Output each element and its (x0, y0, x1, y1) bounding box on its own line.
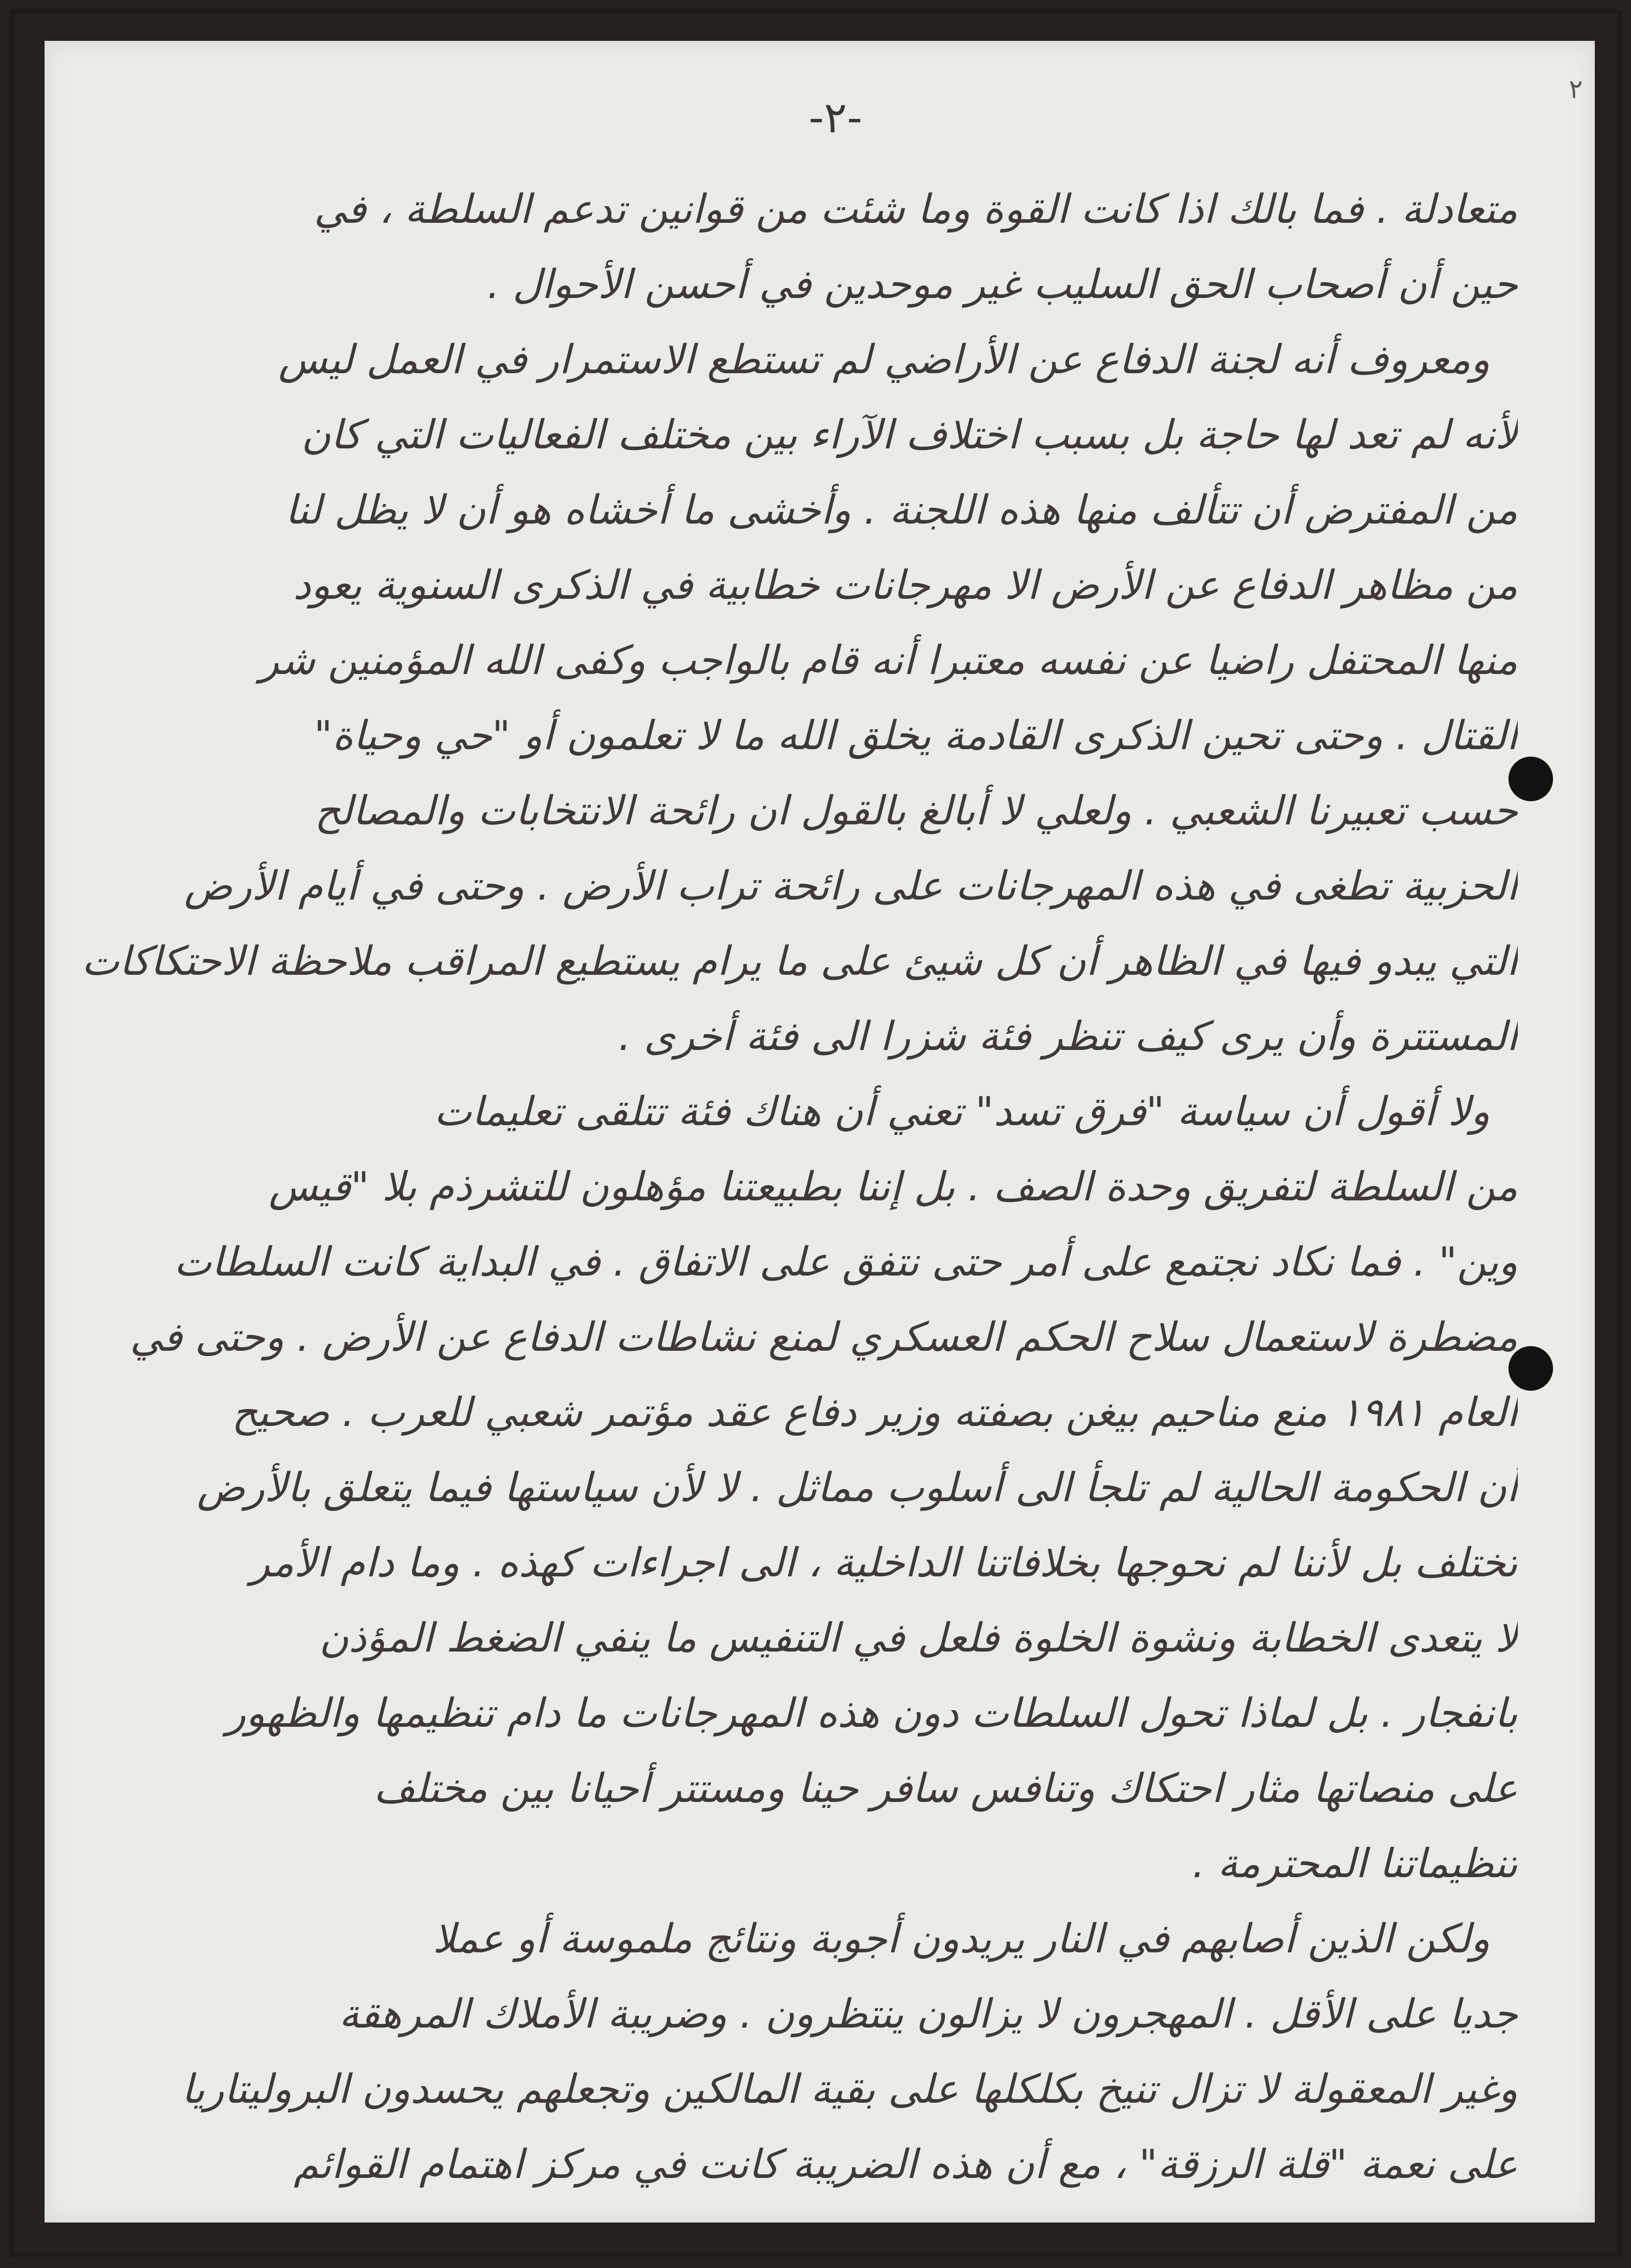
text-line: من السلطة لتفريق وحدة الصف . بل إننا بطبيعتنا مؤهلون للتشرذم بلا "قيس (269, 1164, 1518, 1210)
text-line: تنظيماتنا المحترمة . (1192, 1840, 1518, 1887)
text-line: من المفترض أن تتألف منها هذه اللجنة . وأخشى ما أخشاه هو أن لا يظل لنا (285, 487, 1518, 533)
text-line: تختلف بل لأننا لم نحوجها بخلافاتنا الداخلية ، الى اجراءات كهذه . وما دام الأمر (250, 1540, 1518, 1586)
text-line: القتال . وحتى تحين الذكرى القادمة يخلق الله ما لا تعلمون أو "حي وحياة" (314, 713, 1518, 759)
text-line: على منصاتها مثار احتكاك وتنافس سافر حينا ومستتر أحيانا بين مختلف (374, 1765, 1518, 1812)
text-line: بانفجار . بل لماذا تحول السلطات دون هذه المهرجانات ما دام تنظيمها والظهور (226, 1690, 1518, 1737)
text-line: من مظاهر الدفاع عن الأرض الا مهرجانات خطابية في الذكرى السنوية يعود (293, 562, 1518, 609)
text-line: وغير المعقولة لا تزال تنيخ بكلكلها على بقية المالكين وتجعلهم يحسدون البروليتاريا (181, 2066, 1518, 2112)
text-line: ومعروف أنه لجنة الدفاع عن الأراضي لم تستطع الاستمرار في العمل ليس (278, 337, 1490, 383)
text-line: وين" . فما نكاد نجتمع على أمر حتى نتفق على الاتفاق . في البداية كانت السلطات (174, 1239, 1518, 1285)
text-line: حين أن أصحاب الحق السليب غير موحدين في أحسن الأحوال . (487, 261, 1518, 308)
frame-bottom-border (11, 2252, 1620, 2257)
text-line: مضطرة لاستعمال سلاح الحكم العسكري لمنع نشاطات الدفاع عن الأرض . وحتى في (129, 1314, 1518, 1361)
text-line: التي يبدو فيها في الظاهر أن كل شيئ على ما يرام يستطيع المراقب ملاحظة الاحتكاكات (81, 938, 1518, 985)
page-number: -٢- (809, 93, 862, 143)
text-line: المستترة وأن يرى كيف تنظر فئة شزرا الى فئة أخرى . (618, 1013, 1518, 1060)
frame-top-border (11, 9, 1620, 14)
text-line: على نعمة "قلة الرزقة" ، مع أن هذه الضريبة كانت في مركز اهتمام القوائم (293, 2141, 1518, 2188)
text-line: ولا أقول أن سياسة "فرق تسد" تعني أن هناك فئة تتلقى تعليمات (434, 1089, 1490, 1135)
frame-left-border (9, 11, 14, 2258)
text-line: ولكن الذين أصابهم في النار يريدون أجوبة ونتائج ملموسة أو عملا (433, 1916, 1490, 1962)
handwritten-text-body (79, 172, 1518, 2202)
text-line: لأنه لم تعد لها حاجة بل بسبب اختلاف الآراء بين مختلف الفعاليات التي كان (301, 412, 1518, 458)
text-line: العام ١٩٨١ منع مناحيم بيغن بصفته وزير دفاع عقد مؤتمر شعبي للعرب . صحيح (232, 1389, 1518, 1436)
text-line: جديا على الأقل . المهجرون لا يزالون ينتظرون . وضريبة الأملاك المرهقة (339, 1991, 1518, 2037)
text-line: متعادلة . فما بالك اذا كانت القوة وما شئت من قوانين تدعم السلطة ، في (314, 186, 1518, 233)
text-line: منها المحتفل راضيا عن نفسه معتبرا أنه قام بالواجب وكفى الله المؤمنين شر (259, 637, 1518, 684)
text-line: الحزبية تطغى في هذه المهرجانات على رائحة تراب الأرض . وحتى في أيام الأرض (184, 863, 1518, 909)
text-line: أن الحكومة الحالية لم تلجأ الى أسلوب مماثل . لا لأن سياستها فيما يتعلق بالأرض (197, 1464, 1518, 1511)
corner-page-mark: ٢ (1569, 74, 1583, 104)
frame-right-border (1617, 11, 1622, 2258)
text-line: لا يتعدى الخطابة ونشوة الخلوة فلعل في التنفيس ما ينفي الضغط المؤذن (319, 1615, 1518, 1661)
text-line: حسب تعبيرنا الشعبي . ولعلي لا أبالغ بالقول ان رائحة الانتخابات والمصالح (315, 788, 1518, 834)
